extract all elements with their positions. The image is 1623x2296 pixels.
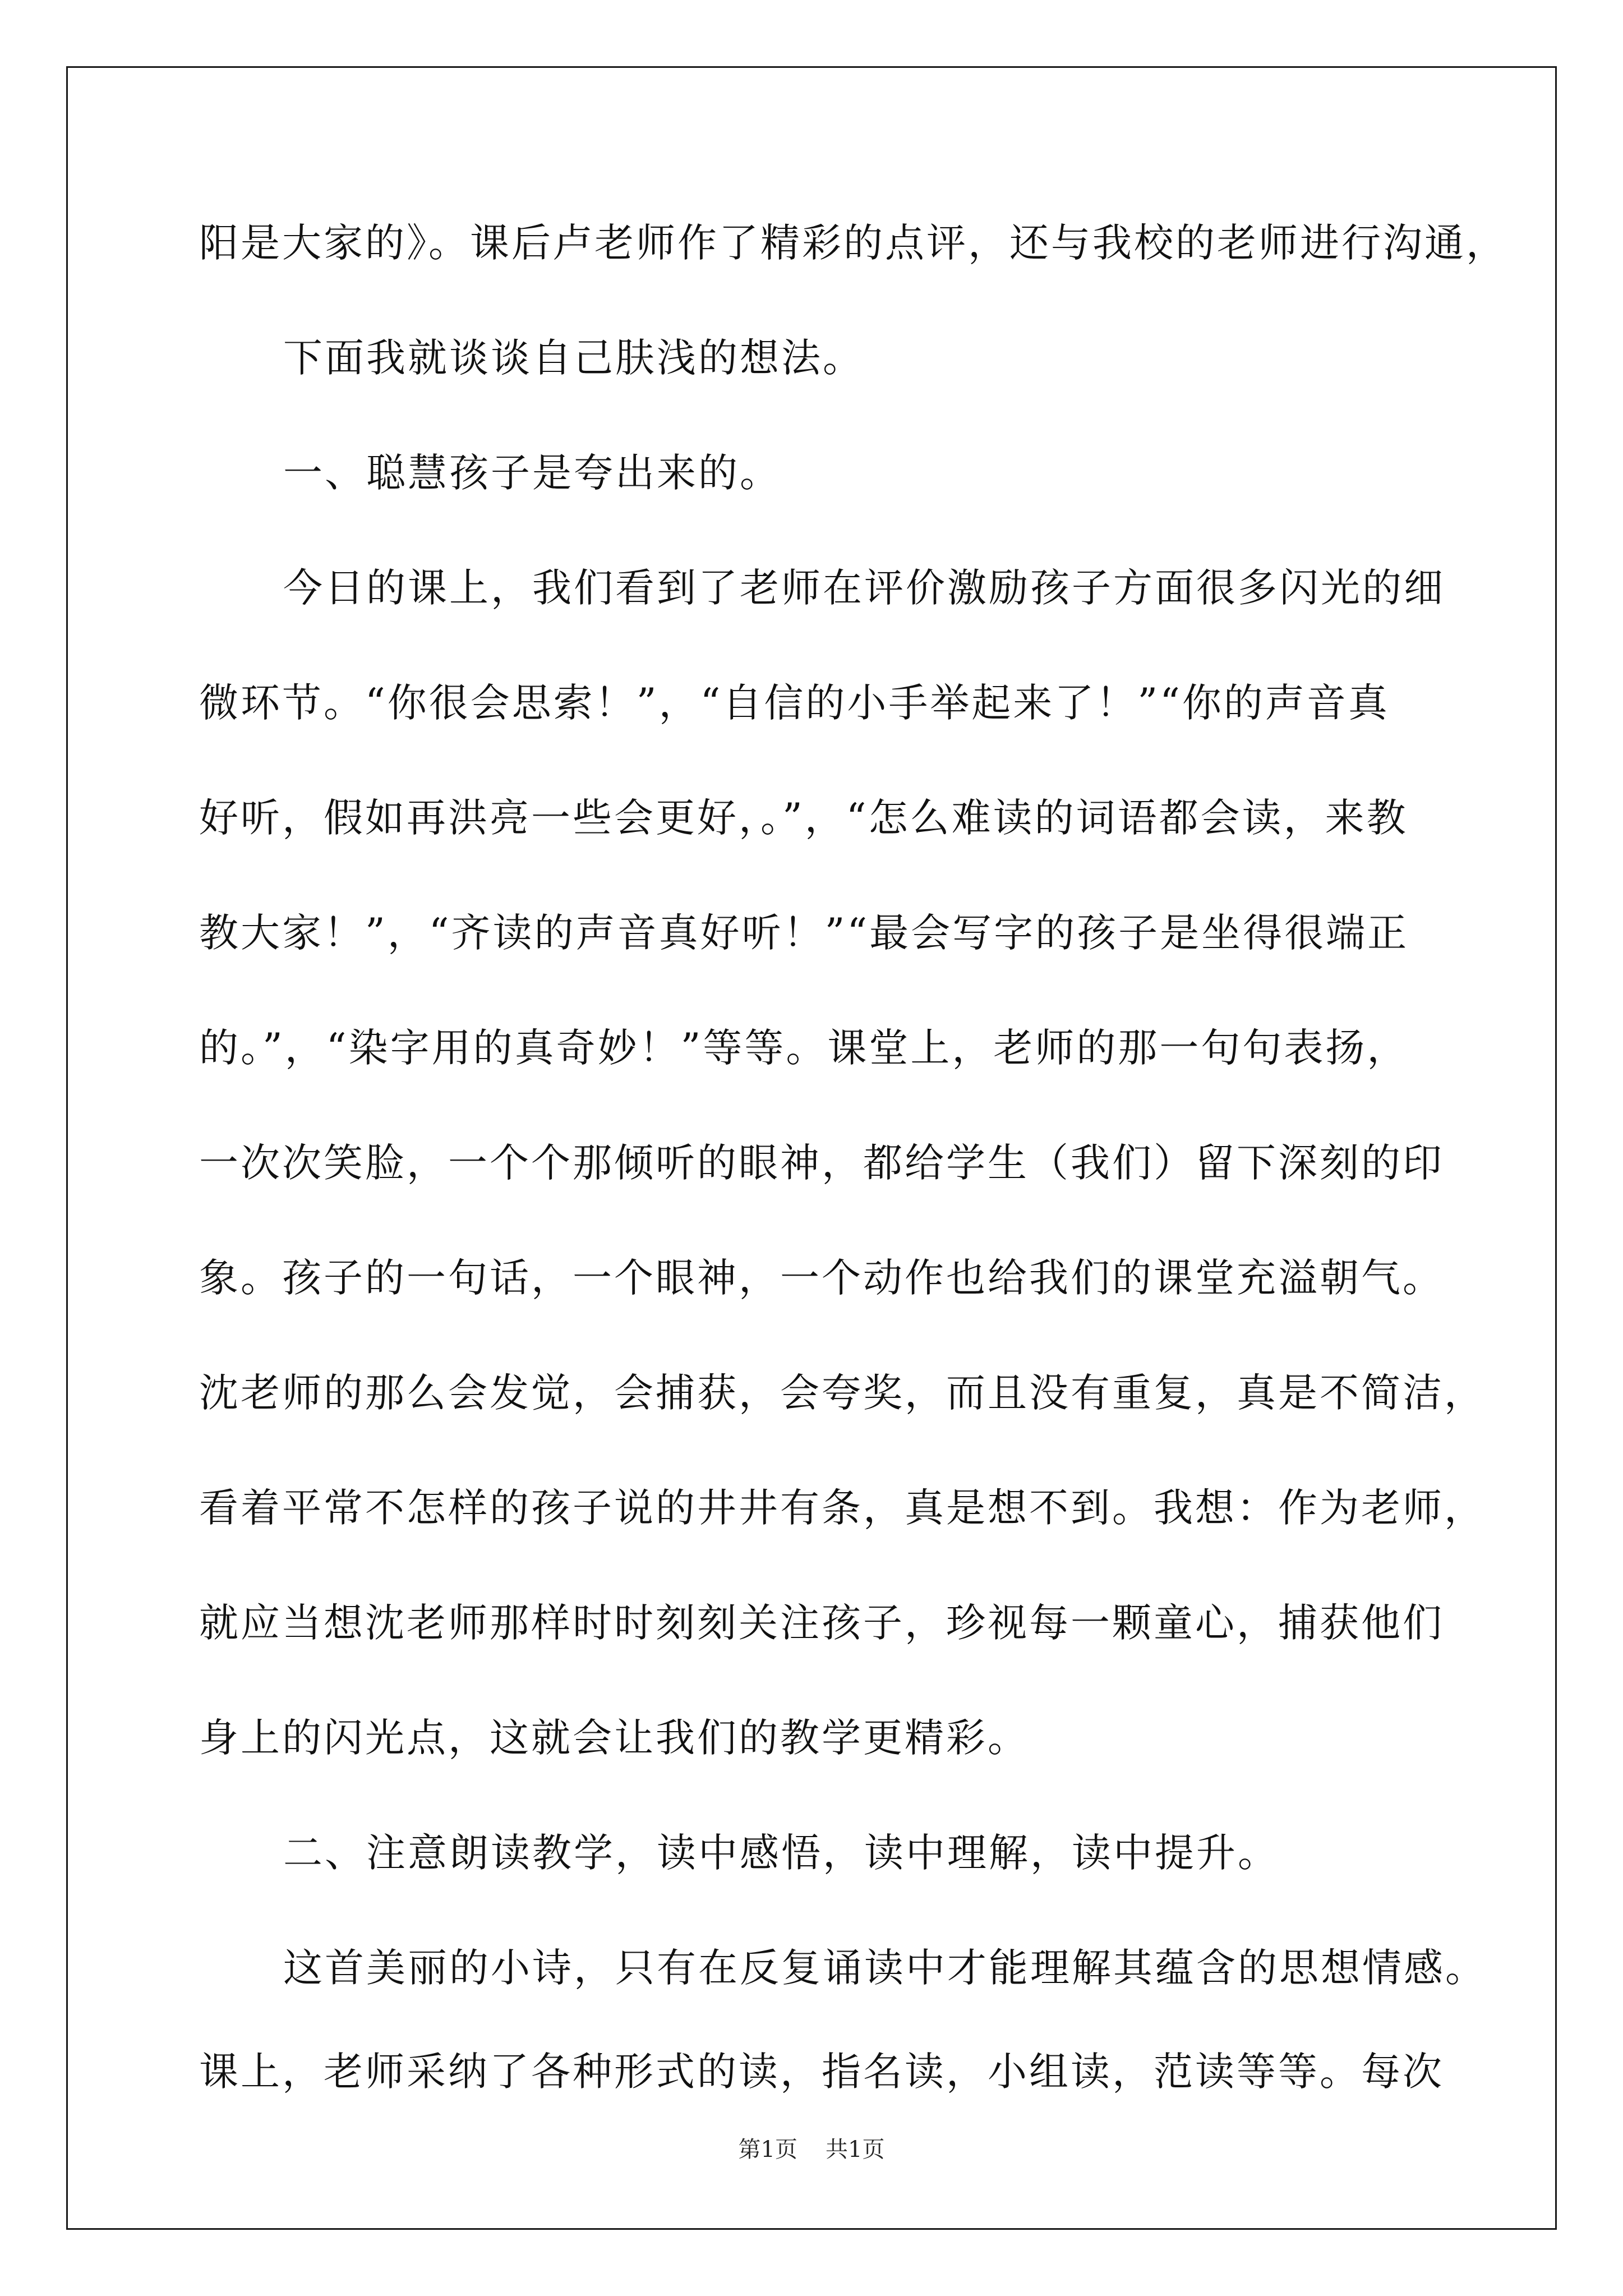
text-line: 看着平常不怎样的孩子说的井井有条，真是想不到。我想：作为老师， [199,1485,1486,1531]
text-line: 下面我就谈谈自己肤浅的想法。 [283,335,864,381]
text-line: 象。孩子的一句话，一个眼神，一个动作也给我们的课堂充溢朝气。 [199,1255,1444,1301]
text-line: 这首美丽的小诗，只有在反复诵读中才能理解其蕴含的思想情感。 [283,1945,1487,1991]
text-line: 阳是大家的》。课后卢老师作了精彩的点评，还与我校的老师进行沟通， [199,220,1507,266]
text-line: 微环节。“你很会思索！”，“自信的小手举起来了！”“你的声音真 [199,680,1390,726]
text-line: 今日的课上，我们看到了老师在评价激励孩子方面很多闪光的细 [283,565,1445,611]
section-heading: 二、注意朗读教学，读中感悟，读中理解，读中提升。 [283,1830,1279,1876]
text-line: 身上的闪光点，这就会让我们的教学更精彩。 [199,1715,1029,1761]
text-line: 教大家！”，“齐读的声音真好听！”“最会写字的孩子是坐得很端正 [199,910,1409,956]
text-line: 的。”，“染字用的真奇妙！”等等。课堂上，老师的那一句句表扬， [199,1025,1409,1071]
text-line: 就应当想沈老师那样时时刻刻关注孩子，珍视每一颗童心，捕获他们 [199,1600,1444,1646]
text-line: 一次次笑脸，一个个那倾听的眼神，都给学生（我们）留下深刻的印 [199,1140,1444,1186]
page-total: 共1页 [826,2137,885,2162]
text-line: 沈老师的那么会发觉，会捕获，会夸奖，而且没有重复，真是不简洁， [199,1370,1486,1416]
page-number: 第1页 [738,2137,797,2162]
text-line: 好听，假如再洪亮一些会更好，。”，“怎么难读的词语都会读，来教 [199,795,1408,841]
section-heading: 一、聪慧孩子是夸出来的。 [283,450,781,496]
text-line: 课上，老师采纳了各种形式的读，指名读，小组读，范读等等。每次 [199,2049,1444,2095]
page-footer [0,2132,1623,2164]
